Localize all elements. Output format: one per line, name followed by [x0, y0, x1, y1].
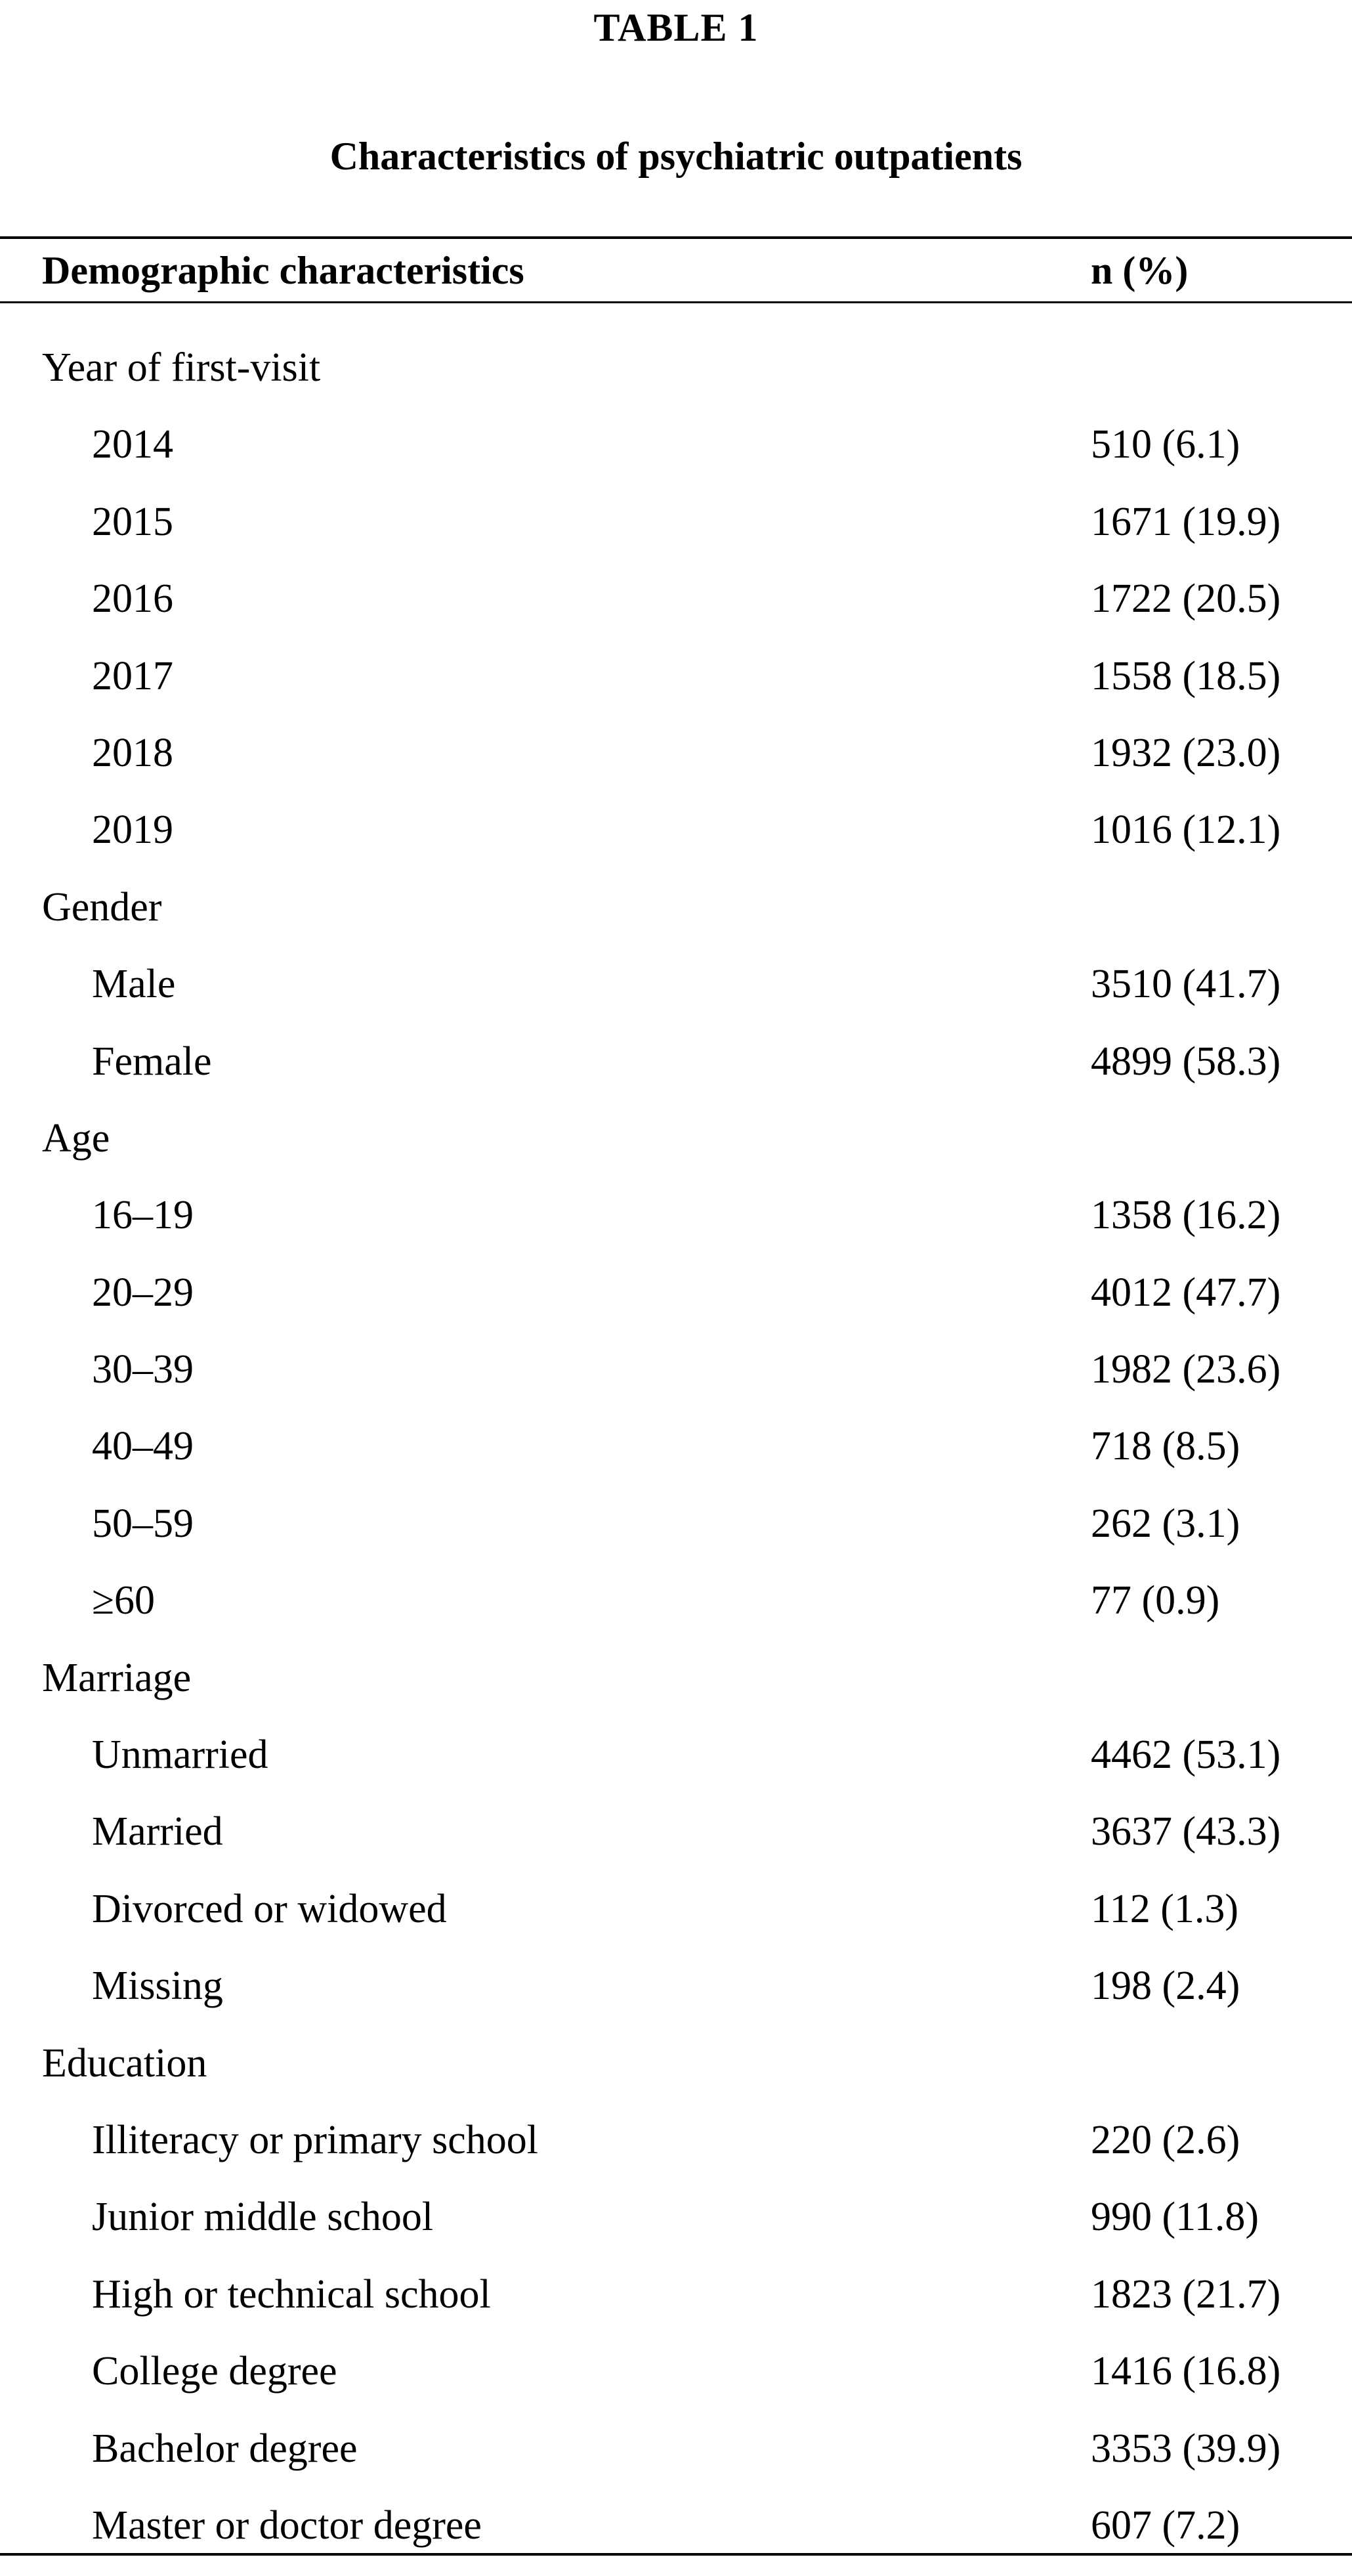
table-row	[0, 496, 1352, 572]
row-label: Bachelor degree	[92, 2426, 358, 2471]
column-header-characteristic: Demographic characteristics	[42, 249, 524, 292]
row-value: 1016 (12.1)	[1091, 807, 1281, 853]
row-value: 1722 (20.5)	[1091, 576, 1281, 622]
table-row	[0, 650, 1352, 727]
table-row	[0, 2422, 1352, 2499]
table-row	[0, 2345, 1352, 2422]
table-row	[0, 1960, 1352, 2036]
row-label: 2017	[92, 653, 173, 698]
table-row	[0, 418, 1352, 495]
row-value: 4462 (53.1)	[1091, 1732, 1281, 1778]
row-label: Female	[92, 1039, 212, 1084]
table-group-row	[0, 2037, 1352, 2114]
row-value: 1982 (23.6)	[1091, 1347, 1281, 1392]
row-label: 16–19	[92, 1193, 194, 1238]
table-row	[0, 1035, 1352, 1112]
row-value: 3353 (39.9)	[1091, 2426, 1281, 2471]
row-label: 50–59	[92, 1501, 194, 1546]
row-value: 4899 (58.3)	[1091, 1039, 1281, 1084]
row-value: 3637 (43.3)	[1091, 1809, 1281, 1855]
row-value: 1416 (16.8)	[1091, 2349, 1281, 2394]
table-top-rule	[0, 236, 1352, 239]
row-value: 77 (0.9)	[1091, 1578, 1220, 1623]
row-value: 718 (8.5)	[1091, 1424, 1240, 1469]
table-row	[0, 2191, 1352, 2267]
row-label: Junior middle school	[92, 2195, 434, 2240]
row-label: Married	[92, 1809, 223, 1855]
row-value: 198 (2.4)	[1091, 1964, 1240, 2009]
row-label: Divorced or widowed	[92, 1886, 447, 1931]
row-label: 40–49	[92, 1424, 194, 1469]
row-label: 2019	[92, 807, 173, 853]
row-value: 262 (3.1)	[1091, 1501, 1240, 1546]
table-row	[0, 1420, 1352, 1497]
row-value: 1358 (16.2)	[1091, 1193, 1281, 1238]
row-value: 4012 (47.7)	[1091, 1270, 1281, 1315]
row-label: 2014	[92, 422, 173, 467]
table-row	[0, 572, 1352, 649]
row-label: Missing	[92, 1964, 223, 2009]
table-row	[0, 1883, 1352, 1960]
group-label: Age	[42, 1115, 110, 1161]
column-header-count: n (%)	[1091, 249, 1189, 292]
row-value: 1932 (23.0)	[1091, 730, 1281, 775]
table-row	[0, 1189, 1352, 1266]
table-bottom-rule	[0, 2553, 1352, 2556]
table-row	[0, 2499, 1352, 2576]
group-label: Gender	[42, 884, 162, 930]
row-value: 220 (2.6)	[1091, 2117, 1240, 2162]
row-label: 2016	[92, 576, 173, 622]
row-label: Unmarried	[92, 1732, 268, 1778]
row-value: 112 (1.3)	[1091, 1886, 1238, 1931]
row-label: ≥60	[92, 1578, 156, 1623]
table-row	[0, 1728, 1352, 1805]
group-label: Year of first-visit	[42, 345, 321, 390]
table-row	[0, 958, 1352, 1035]
table-header-rule	[0, 301, 1352, 303]
row-value: 990 (11.8)	[1091, 2195, 1259, 2240]
row-label: 2018	[92, 730, 173, 775]
row-label: 30–39	[92, 1347, 194, 1392]
table-row	[0, 1497, 1352, 1574]
table-number: TABLE 1	[593, 6, 759, 49]
row-value: 607 (7.2)	[1091, 2502, 1240, 2548]
table-row	[0, 1343, 1352, 1420]
row-label: Master or doctor degree	[92, 2502, 482, 2548]
row-value: 510 (6.1)	[1091, 422, 1240, 467]
row-value: 1671 (19.9)	[1091, 499, 1281, 544]
row-label: 20–29	[92, 1270, 194, 1315]
table-row	[0, 804, 1352, 880]
row-label: Male	[92, 962, 176, 1007]
group-label: Education	[42, 2040, 207, 2086]
table-body	[0, 341, 1352, 2576]
table-row	[0, 1266, 1352, 1343]
row-value: 3510 (41.7)	[1091, 962, 1281, 1007]
row-label: College degree	[92, 2349, 337, 2394]
group-label: Marriage	[42, 1655, 192, 1700]
row-value: 1558 (18.5)	[1091, 653, 1281, 698]
table-row	[0, 2268, 1352, 2345]
row-label: High or technical school	[92, 2271, 491, 2317]
row-value: 1823 (21.7)	[1091, 2271, 1281, 2317]
table-row	[0, 2114, 1352, 2191]
row-label: 2015	[92, 499, 173, 544]
table-group-row	[0, 341, 1352, 418]
table-group-row	[0, 1652, 1352, 1728]
table-row	[0, 727, 1352, 804]
table-group-row	[0, 881, 1352, 958]
table-group-row	[0, 1112, 1352, 1189]
row-label: Illiteracy or primary school	[92, 2117, 539, 2162]
table-caption: Characteristics of psychiatric outpatients	[329, 135, 1023, 178]
table-row	[0, 1574, 1352, 1651]
table-row	[0, 1805, 1352, 1882]
